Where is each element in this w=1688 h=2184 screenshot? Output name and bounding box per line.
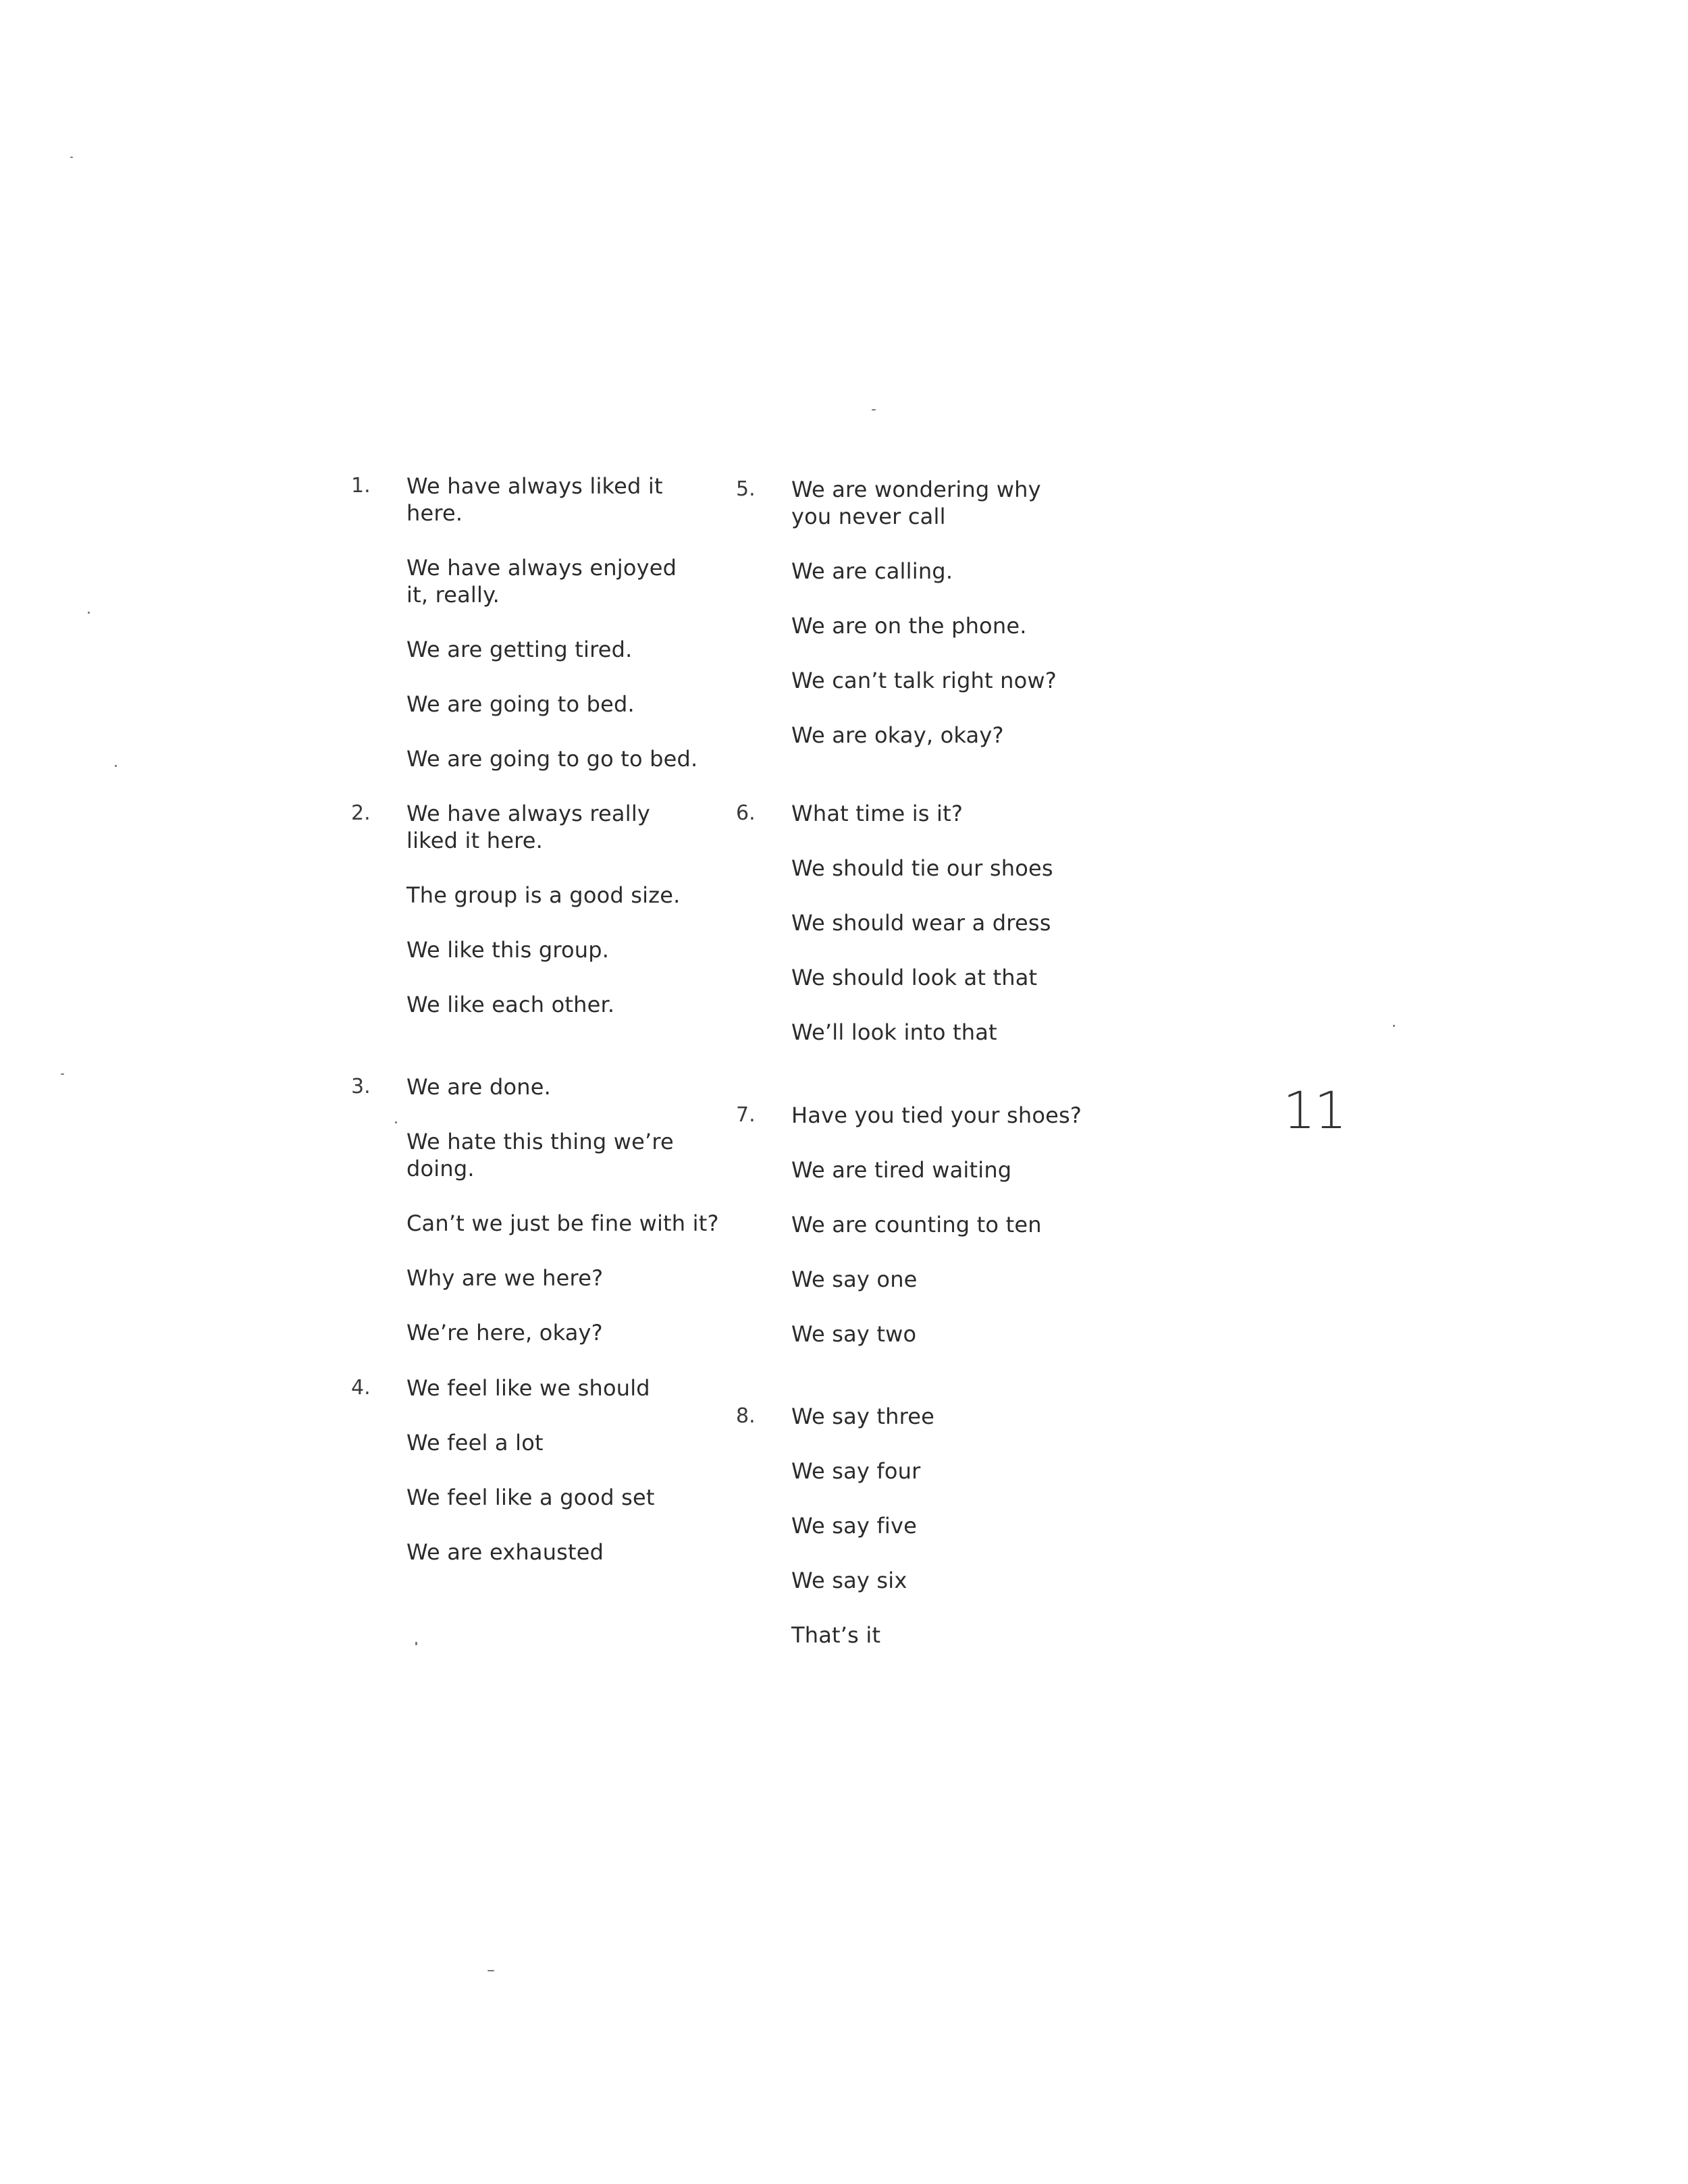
stanza-number: 2. — [351, 801, 371, 825]
stanza-line: We are getting tired. — [406, 637, 633, 662]
stanza-line: We are on the phone. — [791, 613, 1027, 639]
stanza-line: We hate this thing we’re doing. — [406, 1129, 674, 1181]
stanza-line: We say three — [791, 1404, 935, 1429]
stanza-number: 7. — [736, 1103, 756, 1127]
stanza-line: We have always enjoyed it, really. — [406, 555, 677, 608]
stanza-line: We are wondering why you never call — [791, 477, 1041, 529]
stanza-line: Why are we here? — [406, 1265, 604, 1291]
stanza-line: We have always liked it here. — [406, 473, 663, 526]
scan-speck — [415, 1642, 417, 1645]
scan-speck — [487, 1970, 494, 1971]
stanza-line: We are exhausted — [406, 1539, 604, 1565]
stanza-line: We say five — [791, 1513, 917, 1539]
stanza-line: Have you tied your shoes? — [791, 1102, 1082, 1128]
stanza-lines — [406, 800, 724, 1046]
stanza-line: We like this group. — [406, 937, 610, 963]
stanza-line: We feel like we should — [406, 1375, 650, 1401]
stanza-line: We feel a lot — [406, 1430, 544, 1456]
stanza-lines — [791, 800, 1109, 1073]
stanza-lines — [791, 1102, 1109, 1375]
stanza-line: We feel like a good set — [406, 1485, 655, 1510]
scan-speck — [88, 612, 90, 614]
stanza-lines — [406, 1073, 724, 1374]
scan-speck — [70, 157, 73, 158]
stanza-line: We are okay, okay? — [791, 722, 1004, 748]
scan-speck — [1393, 1025, 1395, 1027]
stanza-number: 6. — [736, 801, 756, 825]
stanza-line: We are done. — [406, 1074, 551, 1100]
stanza-line: We are going to bed. — [406, 691, 635, 717]
stanza-line: We are going to go to bed. — [406, 746, 698, 772]
stanza-number: 4. — [351, 1376, 371, 1400]
stanza-line: What time is it? — [791, 801, 964, 826]
stanza-line: We are tired waiting — [791, 1157, 1012, 1183]
scan-speck — [395, 1121, 397, 1123]
stanza-number: 8. — [736, 1404, 756, 1428]
stanza-line: We should wear a dress — [791, 910, 1051, 936]
stanza-line: We should look at that — [791, 965, 1038, 990]
scan-speck — [872, 409, 876, 410]
stanza-line: We like each other. — [406, 992, 615, 1017]
stanza-lines — [791, 476, 1109, 776]
stanza-number: 5. — [736, 477, 756, 501]
stanza-line: The group is a good size. — [406, 882, 681, 908]
stanza-line: That’s it — [791, 1622, 881, 1648]
stanza-line: We say two — [791, 1321, 917, 1347]
page-number: 11 — [1283, 1080, 1346, 1140]
stanza-lines — [406, 473, 724, 800]
stanza-line: We say four — [791, 1458, 921, 1484]
scan-speck — [61, 1073, 64, 1075]
stanza-number: 1. — [351, 474, 371, 498]
stanza-line: We can’t talk right now? — [791, 668, 1057, 693]
stanza-lines — [406, 1375, 724, 1593]
stanza-line: Can’t we just be fine with it? — [406, 1210, 719, 1236]
stanza-line: We say six — [791, 1568, 907, 1593]
stanza-line: We are counting to ten — [791, 1212, 1042, 1237]
stanza-line: We are calling. — [791, 558, 953, 584]
scan-speck — [115, 765, 117, 767]
stanza-line: We say one — [791, 1267, 918, 1292]
stanza-line: We should tie our shoes — [791, 855, 1053, 881]
stanza-lines — [791, 1403, 1109, 1676]
stanza-line: We have always really liked it here. — [406, 801, 651, 853]
stanza-line: We’re here, okay? — [406, 1320, 603, 1346]
stanza-number: 3. — [351, 1075, 371, 1098]
stanza-line: We’ll look into that — [791, 1019, 997, 1045]
